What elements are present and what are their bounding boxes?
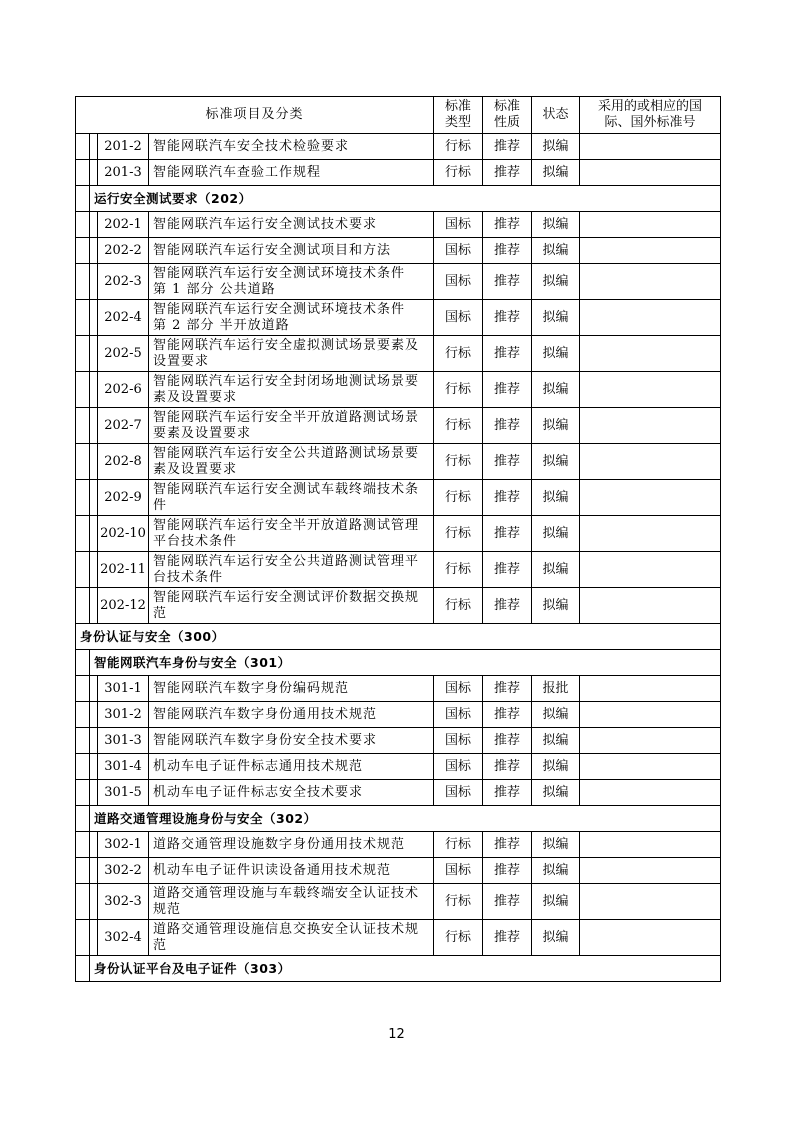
standard-status: 拟编: [532, 516, 580, 552]
standard-type: 国标: [434, 728, 483, 754]
header-item-category: 标准项目及分类: [76, 97, 434, 134]
indent-cell: [76, 588, 90, 624]
standard-code: 301-5: [98, 780, 149, 806]
standard-status: 拟编: [532, 552, 580, 588]
standard-name-line: 智能网联汽车运行安全测试评价数据交换规: [153, 589, 420, 605]
international-standard: [580, 884, 721, 920]
standard-code: 301-2: [98, 702, 149, 728]
international-standard: [580, 408, 721, 444]
standard-name: [149, 552, 434, 588]
standard-status: 拟编: [532, 300, 580, 336]
standard-code: 301-1: [98, 676, 149, 702]
standard-name: [149, 884, 434, 920]
indent-cell: [76, 676, 90, 702]
standard-status: 拟编: [532, 832, 580, 858]
indent-cell: [90, 832, 98, 858]
standard-type: 国标: [434, 238, 483, 264]
table-row: [76, 588, 721, 624]
standard-code: 202-1: [98, 212, 149, 238]
standard-nature: 推荐: [483, 884, 532, 920]
standard-name-line: 智能网联汽车运行安全测试环境技术条件: [153, 301, 406, 317]
indent-cell: [76, 858, 90, 884]
standard-type: 行标: [434, 920, 483, 956]
standard-nature: 推荐: [483, 920, 532, 956]
standard-type: 行标: [434, 480, 483, 516]
standard-name-line: 智能网联汽车运行安全半开放道路测试场景: [153, 409, 420, 425]
indent-cell: [76, 516, 90, 552]
standard-status: 拟编: [532, 920, 580, 956]
indent-cell: [90, 300, 98, 336]
standard-name-line: 智能网联汽车运行安全半开放道路测试管理: [153, 517, 420, 533]
standard-nature: 推荐: [483, 372, 532, 408]
standard-type: 国标: [434, 780, 483, 806]
standard-name-line: 设置要求: [153, 353, 210, 369]
standard-name-line: 智能网联汽车运行安全公共道路测试管理平: [153, 553, 420, 569]
table-row: [76, 702, 721, 728]
standard-nature: 推荐: [483, 134, 532, 160]
table-row: [76, 858, 721, 884]
standard-code: 202-2: [98, 238, 149, 264]
table-row: [76, 728, 721, 754]
international-standard: [580, 238, 721, 264]
standard-name-line: 智能网联汽车运行安全公共道路测试场景要: [153, 445, 420, 461]
standard-name-line: 范: [153, 605, 168, 621]
indent-cell: [90, 728, 98, 754]
category-title: 身份认证与安全（300）: [76, 624, 721, 650]
standard-name-line: 素及设置要求: [153, 389, 238, 405]
standard-status: 拟编: [532, 264, 580, 300]
standard-code: 202-7: [98, 408, 149, 444]
header-status: 状态: [532, 97, 580, 134]
standard-name: 智能网联汽车安全技术检验要求: [149, 134, 434, 160]
standard-name: 智能网联汽车查验工作规程: [149, 160, 434, 186]
indent-cell: [76, 444, 90, 480]
table-row: [76, 408, 721, 444]
standard-status: 拟编: [532, 134, 580, 160]
standard-nature: 推荐: [483, 212, 532, 238]
standard-type: 行标: [434, 444, 483, 480]
international-standard: [580, 300, 721, 336]
standard-type: 国标: [434, 754, 483, 780]
standard-name: 机动车电子证件标志通用技术规范: [149, 754, 434, 780]
standard-type: 行标: [434, 134, 483, 160]
standard-status: 拟编: [532, 780, 580, 806]
page-number: 12: [388, 1027, 405, 1042]
indent-cell: [76, 806, 90, 832]
indent-cell: [76, 134, 90, 160]
international-standard: [580, 780, 721, 806]
table-row: [76, 160, 721, 186]
international-standard: [580, 702, 721, 728]
indent-cell: [90, 372, 98, 408]
standard-name: [149, 300, 434, 336]
indent-cell: [76, 212, 90, 238]
standard-nature: 推荐: [483, 444, 532, 480]
indent-cell: [76, 884, 90, 920]
standard-type: 行标: [434, 884, 483, 920]
indent-cell: [90, 780, 98, 806]
standard-name-line: 道路交通管理设施与车载终端安全认证技术: [153, 885, 420, 901]
standards-table: [75, 96, 721, 982]
standard-name: 智能网联汽车运行安全测试项目和方法: [149, 238, 434, 264]
standard-code: 301-4: [98, 754, 149, 780]
standard-code: 202-12: [98, 588, 149, 624]
standard-type: 行标: [434, 372, 483, 408]
standard-status: 拟编: [532, 408, 580, 444]
standard-type: 行标: [434, 160, 483, 186]
standard-name: 智能网联汽车数字身份编码规范: [149, 676, 434, 702]
standard-code: 202-8: [98, 444, 149, 480]
indent-cell: [90, 516, 98, 552]
standard-nature: 推荐: [483, 588, 532, 624]
standard-name-line: 平台技术条件: [153, 533, 238, 549]
indent-cell: [90, 160, 98, 186]
standard-nature: 推荐: [483, 780, 532, 806]
standard-code: 202-11: [98, 552, 149, 588]
header-standard-nature: 标准 性质: [483, 97, 532, 134]
international-standard: [580, 444, 721, 480]
category-row: [76, 650, 721, 676]
standard-name: [149, 264, 434, 300]
standard-nature: 推荐: [483, 858, 532, 884]
standard-type: 行标: [434, 336, 483, 372]
table-row: [76, 444, 721, 480]
indent-cell: [76, 300, 90, 336]
table-row: [76, 480, 721, 516]
header-standard-type: 标准 类型: [434, 97, 483, 134]
standard-name: 智能网联汽车数字身份安全技术要求: [149, 728, 434, 754]
standard-code: 202-3: [98, 264, 149, 300]
indent-cell: [90, 336, 98, 372]
standard-status: 拟编: [532, 858, 580, 884]
standard-name-line: 智能网联汽车运行安全测试车载终端技术条: [153, 481, 420, 497]
standard-type: 行标: [434, 552, 483, 588]
indent-cell: [76, 920, 90, 956]
indent-cell: [76, 480, 90, 516]
standard-status: 拟编: [532, 884, 580, 920]
indent-cell: [90, 588, 98, 624]
standard-nature: 推荐: [483, 832, 532, 858]
international-standard: [580, 516, 721, 552]
standard-name-line: 规范: [153, 901, 182, 917]
standard-name-line: 件: [153, 497, 168, 513]
table-row: [76, 212, 721, 238]
standard-status: 拟编: [532, 238, 580, 264]
indent-cell: [90, 480, 98, 516]
standard-code: 201-3: [98, 160, 149, 186]
indent-cell: [76, 650, 90, 676]
standard-nature: 推荐: [483, 516, 532, 552]
standard-status: 拟编: [532, 160, 580, 186]
standard-code: 202-9: [98, 480, 149, 516]
international-standard: [580, 160, 721, 186]
international-standard: [580, 480, 721, 516]
standard-code: 202-5: [98, 336, 149, 372]
indent-cell: [76, 832, 90, 858]
standard-name-line: 智能网联汽车运行安全虚拟测试场景要素及: [153, 337, 420, 353]
table-row: [76, 134, 721, 160]
international-standard: [580, 832, 721, 858]
subcategory-title: 身份认证平台及电子证件（303）: [90, 956, 721, 982]
subcategory-title: 运行安全测试要求（202）: [90, 186, 721, 212]
standard-type: 行标: [434, 588, 483, 624]
indent-cell: [76, 702, 90, 728]
table-row: [76, 780, 721, 806]
international-standard: [580, 728, 721, 754]
standard-code: 201-2: [98, 134, 149, 160]
indent-cell: [90, 134, 98, 160]
international-standard: [580, 552, 721, 588]
indent-cell: [76, 336, 90, 372]
standard-nature: 推荐: [483, 160, 532, 186]
standard-nature: 推荐: [483, 300, 532, 336]
international-standard: [580, 264, 721, 300]
standard-type: 行标: [434, 408, 483, 444]
table-row: [76, 832, 721, 858]
table-row: [76, 300, 721, 336]
standard-name: 智能网联汽车运行安全测试技术要求: [149, 212, 434, 238]
standard-nature: 推荐: [483, 336, 532, 372]
international-standard: [580, 336, 721, 372]
standard-name-line: 要素及设置要求: [153, 425, 252, 441]
standard-name-line: 第 1 部分 公共道路: [153, 281, 276, 297]
indent-cell: [76, 956, 90, 982]
standard-type: 国标: [434, 858, 483, 884]
standard-code: 202-10: [98, 516, 149, 552]
standard-name: [149, 480, 434, 516]
standard-nature: 推荐: [483, 408, 532, 444]
indent-cell: [76, 186, 90, 212]
indent-cell: [90, 920, 98, 956]
standard-type: 国标: [434, 676, 483, 702]
international-standard: [580, 134, 721, 160]
standard-code: 202-4: [98, 300, 149, 336]
standard-type: 国标: [434, 702, 483, 728]
indent-cell: [90, 676, 98, 702]
indent-cell: [90, 754, 98, 780]
standard-name-line: 智能网联汽车运行安全封闭场地测试场景要: [153, 373, 420, 389]
standard-status: 拟编: [532, 754, 580, 780]
standard-name: 智能网联汽车数字身份通用技术规范: [149, 702, 434, 728]
standard-nature: 推荐: [483, 480, 532, 516]
standard-status: 拟编: [532, 372, 580, 408]
indent-cell: [90, 408, 98, 444]
indent-cell: [90, 264, 98, 300]
table-row: [76, 754, 721, 780]
indent-cell: [76, 754, 90, 780]
table-row: [76, 238, 721, 264]
standard-code: 302-4: [98, 920, 149, 956]
international-standard: [580, 676, 721, 702]
category-row: [76, 624, 721, 650]
indent-cell: [90, 884, 98, 920]
international-standard: [580, 754, 721, 780]
indent-cell: [76, 728, 90, 754]
standard-status: 拟编: [532, 588, 580, 624]
standard-code: 302-3: [98, 884, 149, 920]
standard-code: 301-3: [98, 728, 149, 754]
standard-status: 拟编: [532, 444, 580, 480]
standard-status: 拟编: [532, 702, 580, 728]
standard-name-line: 范: [153, 937, 168, 953]
standard-nature: 推荐: [483, 264, 532, 300]
standard-nature: 推荐: [483, 702, 532, 728]
category-row: [76, 956, 721, 982]
indent-cell: [76, 372, 90, 408]
standard-name: 机动车电子证件标志安全技术要求: [149, 780, 434, 806]
standard-nature: 推荐: [483, 728, 532, 754]
international-standard: [580, 858, 721, 884]
standard-type: 行标: [434, 832, 483, 858]
indent-cell: [90, 444, 98, 480]
indent-cell: [90, 238, 98, 264]
standard-status: 拟编: [532, 336, 580, 372]
standard-type: 国标: [434, 264, 483, 300]
standard-status: 拟编: [532, 728, 580, 754]
standard-name-line: 智能网联汽车运行安全测试环境技术条件: [153, 265, 406, 281]
standard-name-line: 道路交通管理设施信息交换安全认证技术规: [153, 921, 420, 937]
indent-cell: [76, 238, 90, 264]
standard-type: 国标: [434, 212, 483, 238]
standard-name: [149, 588, 434, 624]
standard-status: 拟编: [532, 480, 580, 516]
international-standard: [580, 588, 721, 624]
standard-name: [149, 408, 434, 444]
standard-nature: 推荐: [483, 552, 532, 588]
standard-status: 拟编: [532, 212, 580, 238]
indent-cell: [76, 552, 90, 588]
table-row: [76, 372, 721, 408]
standard-type: 行标: [434, 516, 483, 552]
indent-cell: [76, 408, 90, 444]
standard-name: [149, 372, 434, 408]
category-row: [76, 806, 721, 832]
subcategory-title: 道路交通管理设施身份与安全（302）: [90, 806, 721, 832]
standard-name: [149, 516, 434, 552]
standard-nature: 推荐: [483, 676, 532, 702]
standard-name: 道路交通管理设施数字身份通用技术规范: [149, 832, 434, 858]
indent-cell: [90, 552, 98, 588]
standard-nature: 推荐: [483, 238, 532, 264]
subcategory-title: 智能网联汽车身份与安全（301）: [90, 650, 721, 676]
standard-name: [149, 920, 434, 956]
standard-name: 机动车电子证件识读设备通用技术规范: [149, 858, 434, 884]
standard-name: [149, 336, 434, 372]
table-header-row: [76, 97, 721, 134]
indent-cell: [76, 780, 90, 806]
standard-name-line: 素及设置要求: [153, 461, 238, 477]
standard-status: 报批: [532, 676, 580, 702]
international-standard: [580, 212, 721, 238]
table-row: [76, 552, 721, 588]
table-row: [76, 676, 721, 702]
indent-cell: [90, 212, 98, 238]
standard-nature: 推荐: [483, 754, 532, 780]
table-row: [76, 884, 721, 920]
category-row: [76, 186, 721, 212]
standard-name: [149, 444, 434, 480]
standard-code: 302-1: [98, 832, 149, 858]
table-row: [76, 920, 721, 956]
table-row: [76, 264, 721, 300]
international-standard: [580, 372, 721, 408]
standard-name-line: 第 2 部分 半开放道路: [153, 317, 290, 333]
table-row: [76, 516, 721, 552]
international-standard: [580, 920, 721, 956]
table-row: [76, 336, 721, 372]
indent-cell: [76, 264, 90, 300]
indent-cell: [76, 160, 90, 186]
indent-cell: [90, 702, 98, 728]
standard-code: 202-6: [98, 372, 149, 408]
header-international-standard: 采用的或相应的国 际、国外标准号: [580, 97, 721, 134]
standard-code: 302-2: [98, 858, 149, 884]
standard-name-line: 台技术条件: [153, 569, 224, 585]
indent-cell: [90, 858, 98, 884]
standard-type: 国标: [434, 300, 483, 336]
